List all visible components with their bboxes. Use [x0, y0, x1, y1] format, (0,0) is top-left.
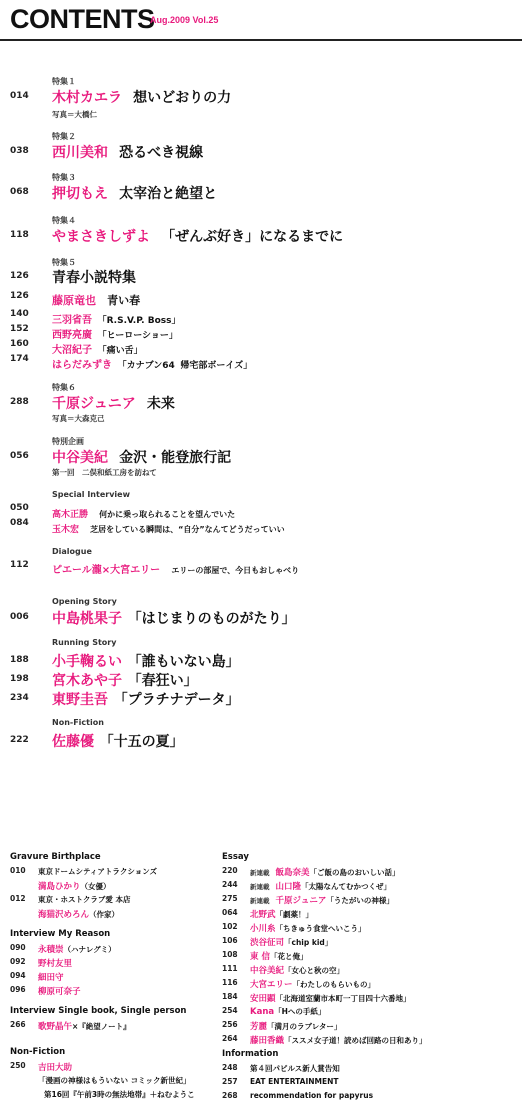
row-text	[38, 971, 64, 983]
index-row[interactable]	[222, 908, 517, 922]
person-name: 吉田大助	[38, 1063, 73, 1073]
index-section-header: Information	[222, 1049, 279, 1059]
row-text: 第16回『午前3時の無法地帯』＋ねむようこ	[44, 1090, 195, 1099]
item-title: 「十五の夏」	[99, 734, 184, 750]
index-row[interactable]	[10, 985, 210, 999]
page-number: 126	[10, 291, 29, 301]
person-name: Kana	[250, 1007, 275, 1017]
page-number: 174	[10, 354, 29, 364]
page-number: 118	[10, 230, 29, 240]
index-row[interactable]	[222, 1020, 517, 1034]
row-text	[38, 908, 119, 920]
page-number: 108	[222, 950, 238, 959]
row-text	[250, 908, 313, 920]
page-number: 268	[222, 1091, 238, 1100]
item-title: 青い春	[107, 294, 141, 307]
row-note: （女優）	[80, 882, 111, 891]
page-number: 257	[222, 1077, 238, 1086]
row-text	[38, 985, 81, 997]
page-number: 056	[10, 451, 29, 461]
page-number: 090	[10, 943, 26, 952]
page-number: 222	[10, 735, 29, 745]
feature-label: 特集２	[52, 132, 76, 141]
row-note: 「うたがいの神様」	[326, 896, 394, 905]
page-number: 288	[10, 397, 29, 407]
person-name: 芳麗	[250, 1022, 268, 1032]
row-note: （作家）	[89, 910, 120, 919]
row-note: 「Hへの手紙」	[274, 1007, 326, 1016]
person-name: 飯島奈美	[275, 868, 310, 878]
page-number: 010	[10, 866, 26, 875]
section-label: Running Story	[52, 638, 117, 647]
index-row[interactable]	[222, 1034, 517, 1048]
person-name: 柳原可奈子	[38, 987, 81, 997]
page-number: 094	[10, 971, 26, 980]
new-series-tag: 新連載	[250, 883, 270, 891]
author-name: 中島桃果子	[52, 611, 122, 627]
person-name: 渋谷征司	[250, 938, 285, 948]
person-name: 永積崇	[38, 945, 64, 955]
row-note: 「劇薬！」	[275, 910, 314, 919]
item-title: 「プラチナデータ」	[113, 692, 240, 708]
item-title: エリーの部屋で、今日もおしゃべり	[171, 566, 300, 575]
feature-label: 特集４	[52, 216, 76, 225]
photo-credit: 写真＝大橋仁	[52, 110, 97, 119]
index-section-header: Interview Single book, Single person	[10, 1006, 187, 1016]
page-number: 112	[10, 560, 29, 570]
issue-label: Aug.2009 Vol.25	[150, 15, 219, 25]
person-name: 安田顕	[250, 994, 276, 1004]
feature-title: 太宰治と絶望と	[119, 186, 218, 202]
section-label: 特別企画	[52, 437, 84, 446]
item-title: 「春狂い」	[127, 673, 198, 689]
page-number: 198	[10, 674, 29, 684]
feature-title: 想いどおりの力	[133, 90, 232, 106]
author-name: はらだみずき	[52, 360, 112, 371]
page-number: 014	[10, 91, 29, 101]
page-number: 256	[222, 1020, 238, 1029]
row-text	[250, 1006, 325, 1017]
index-row[interactable]	[10, 957, 210, 971]
row-text	[38, 957, 72, 969]
index-right-column	[222, 0, 517, 1115]
person-name: 押切もえ	[52, 186, 108, 202]
item-title: 「カナブン64	[117, 361, 175, 371]
row-note: 「太陽なんてむかつくぜ」	[301, 882, 392, 891]
page-number: 248	[222, 1063, 238, 1072]
page-number: 264	[222, 1034, 238, 1043]
index-row[interactable]	[222, 992, 517, 1006]
page-number: 188	[10, 655, 29, 665]
index-row[interactable]	[10, 1089, 210, 1103]
page-number: 006	[10, 612, 29, 622]
person-name: 木村カエラ	[52, 90, 122, 106]
index-left-column	[10, 0, 210, 1115]
feature-title: 金沢・能登旅行記	[119, 450, 232, 466]
feature-label: 特集３	[52, 173, 76, 182]
index-row[interactable]	[10, 943, 210, 957]
row-note: 「満月のラブレター」	[267, 1022, 342, 1031]
index-row[interactable]	[10, 880, 210, 894]
page-number: 102	[222, 922, 238, 931]
person-name: 歌野晶午	[38, 1022, 73, 1032]
author-name: 佐藤優	[52, 734, 94, 750]
row-text: recommendation for papyrus	[250, 1091, 374, 1100]
page-number: 254	[222, 1006, 238, 1015]
person-name: 中谷美紀	[250, 966, 285, 976]
index-row[interactable]	[222, 880, 517, 894]
row-text	[250, 964, 344, 976]
page-number: 111	[222, 964, 238, 973]
row-note: 「女心と秋の空」	[284, 966, 345, 975]
page-number: 096	[10, 985, 26, 994]
row-note: 「北海道室蘭市本町一丁目四十六番地」	[275, 994, 411, 1003]
row-text	[38, 943, 116, 955]
index-row[interactable]	[222, 1006, 517, 1020]
section-label: Dialogue	[52, 547, 92, 556]
new-series-tag: 新連載	[250, 897, 270, 905]
page-number: 275	[222, 894, 238, 903]
row-note: ×『絶望ノート』	[72, 1022, 131, 1031]
person-name: やまさきしずよ	[52, 229, 150, 245]
index-row[interactable]	[222, 866, 517, 880]
person-name: 千原ジュニア	[52, 396, 136, 412]
index-row[interactable]	[10, 908, 210, 922]
page-number: 064	[222, 908, 238, 917]
page-title: CONTENTS	[10, 4, 155, 34]
row-note: 「ご飯の島のおいしい話」	[309, 868, 400, 877]
page-number: 092	[10, 957, 26, 966]
person-name: 藤田香織	[250, 1036, 285, 1046]
row-text	[250, 992, 411, 1004]
author-name: 小手鞠るい	[52, 654, 122, 670]
person-name: 中谷美紀	[52, 450, 108, 466]
new-series-tag: 新連載	[250, 869, 270, 877]
page-number: 250	[10, 1061, 26, 1070]
index-section-header: Essay	[222, 852, 249, 862]
item-title: 「ヒーローショー」	[97, 331, 178, 341]
person-name: 大宮エリー	[250, 980, 293, 990]
item-title: 芝居をしている瞬間は、“自分”なんてどうだっていい	[90, 525, 285, 534]
page-number: 126	[10, 271, 29, 281]
index-row[interactable]	[10, 1075, 210, 1089]
person-name: 高木正勝	[52, 510, 89, 520]
index-row[interactable]	[222, 1063, 517, 1077]
item-title: 「誰もいない島」	[127, 654, 240, 670]
person-name: 野村友里	[38, 959, 73, 969]
index-row[interactable]	[222, 1077, 517, 1091]
index-row[interactable]	[222, 1091, 517, 1105]
index-row[interactable]	[10, 1020, 210, 1034]
author-name: 宮木あや子	[52, 673, 122, 689]
feature-title: 「ぜんぶ好き」になるまでに	[161, 229, 344, 245]
feature-title: 未来	[146, 396, 175, 412]
item-title: 何かに乗っ取られることを望んでいた	[99, 510, 236, 519]
page-number: 220	[222, 866, 238, 875]
person-name: 玉木宏	[52, 525, 80, 535]
row-text	[250, 978, 375, 990]
page-number: 244	[222, 880, 238, 889]
row-text	[250, 880, 391, 892]
page-number: 068	[10, 187, 29, 197]
row-note: （ハナレグミ）	[63, 945, 116, 954]
row-note: 「わたしのもらいもの」	[292, 980, 376, 989]
row-text: 東京・ホストクラブ愛 本店	[38, 895, 131, 904]
row-text	[250, 950, 307, 962]
row-text	[250, 1020, 341, 1032]
row-text	[250, 1034, 427, 1046]
author-name: 西野亮廣	[52, 330, 92, 341]
row-text: 「漫画の神様はもういない コミック新世紀」	[38, 1076, 191, 1085]
person-name: 細田守	[38, 973, 64, 983]
section-label: Special Interview	[52, 490, 130, 499]
section-label: Non-Fiction	[52, 718, 104, 727]
index-row[interactable]	[222, 894, 517, 908]
author-name: 大沼紀子	[52, 345, 92, 356]
photo-credit: 写真＝大森克己	[52, 414, 105, 423]
person-name: 海猫沢めろん	[38, 910, 90, 920]
page-number: 116	[222, 978, 238, 987]
page-number: 140	[10, 309, 29, 319]
row-note: 「ススメ女子道！読めば回路の日和あり」	[284, 1036, 427, 1045]
index-row[interactable]	[10, 866, 210, 880]
index-row[interactable]	[222, 950, 517, 964]
person-name: 北野武	[250, 910, 276, 920]
author-name: 東野圭吾	[52, 692, 108, 708]
person-name: 小川糸	[250, 924, 276, 934]
page-number: 184	[222, 992, 238, 1001]
page-number: 266	[10, 1020, 26, 1029]
person-name: ピエール瀧×大宮エリー	[52, 565, 161, 576]
index-row[interactable]	[222, 978, 517, 992]
feature-title: 恐るべき視線	[119, 145, 204, 161]
person-name: 山口隆	[275, 882, 302, 892]
page-number: 152	[10, 324, 29, 334]
person-name: 千原ジュニア	[275, 896, 327, 906]
row-note: 「chip kid」	[284, 938, 333, 947]
author-name: 藤原竜也	[52, 294, 96, 307]
index-row[interactable]	[222, 922, 517, 936]
index-row[interactable]	[10, 1061, 210, 1075]
page-number: 234	[10, 693, 29, 703]
row-text	[250, 922, 366, 934]
row-text: 第４回パピルス新人賞告知	[250, 1064, 340, 1073]
page-number: 106	[222, 936, 238, 945]
index-section-header: Non-Fiction	[10, 1047, 66, 1057]
row-text	[250, 894, 394, 906]
section-label: Opening Story	[52, 597, 117, 606]
person-name: 西川美和	[52, 145, 108, 161]
item-note: 帰宅部ボーイズ」	[180, 361, 253, 371]
item-title: 「痛い舌」	[97, 346, 143, 356]
index-row[interactable]	[10, 894, 210, 908]
item-title: 「R.S.V.P. Boss」	[97, 316, 181, 326]
feature-label: 特集５	[52, 258, 76, 267]
row-note: 「花と俺」	[269, 952, 308, 961]
row-text	[250, 936, 332, 948]
row-text	[250, 866, 400, 878]
row-text	[38, 1061, 72, 1073]
item-title: 「はじまりのものがたり」	[127, 611, 296, 627]
feature-label: 特集６	[52, 383, 76, 392]
row-note: 「ちきゅう食堂へいこう」	[275, 924, 366, 933]
author-name: 三羽省吾	[52, 315, 92, 326]
feature-label: 特集１	[52, 77, 76, 86]
row-text: 東京ドームシティアトラクションズ	[38, 867, 158, 876]
row-text	[38, 880, 111, 892]
page-number: 038	[10, 146, 29, 156]
index-section-header: Gravure Birthplace	[10, 852, 101, 862]
person-name: 満島ひかり	[38, 882, 81, 892]
index-row[interactable]	[222, 964, 517, 978]
index-row[interactable]	[10, 971, 210, 985]
index-section-header: Interview My Reason	[10, 929, 111, 939]
person-name: 東 信	[250, 952, 270, 962]
page-number: 084	[10, 518, 29, 528]
page-number: 050	[10, 503, 29, 513]
page-number: 160	[10, 339, 29, 349]
row-text: EAT ENTERTAINMENT	[250, 1077, 339, 1086]
feature-subtitle: 第一回 二俣和紙工房を訪ねて	[52, 468, 157, 477]
page-number: 012	[10, 894, 26, 903]
index-row[interactable]	[222, 936, 517, 950]
feature-title: 青春小説特集	[52, 270, 136, 286]
row-text	[38, 1020, 131, 1032]
